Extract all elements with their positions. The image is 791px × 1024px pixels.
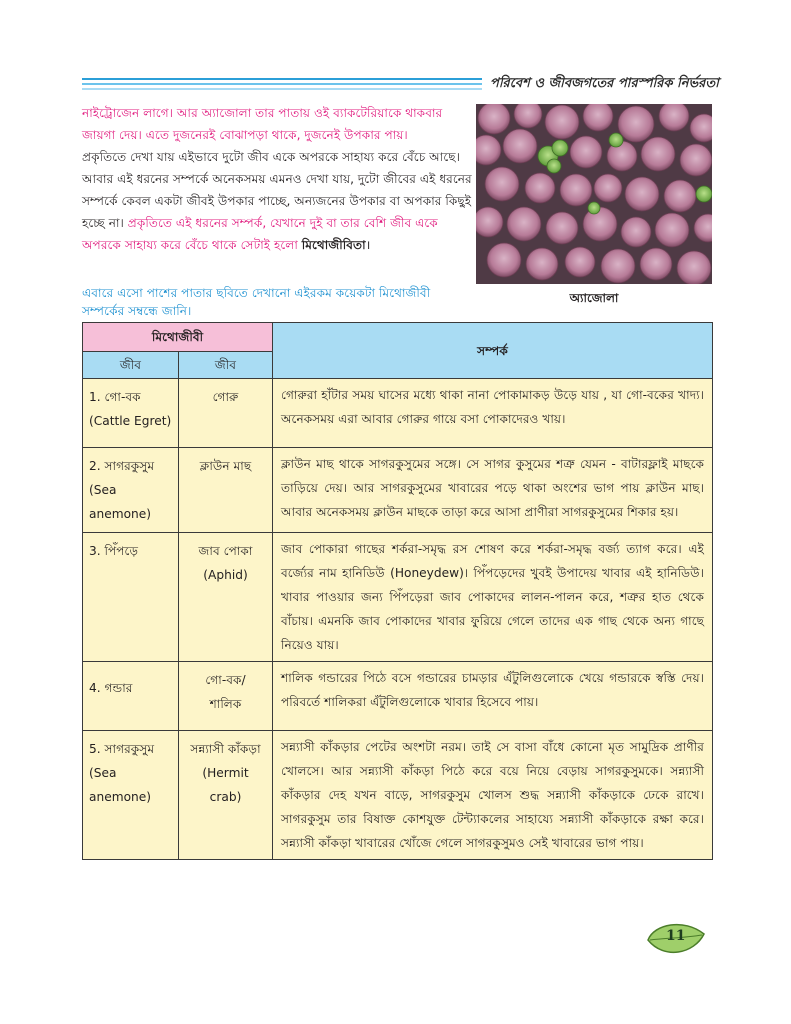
table-row [83,662,713,731]
organism-b: গোরু [212,390,239,404]
organism-b-en: (Aphid) [203,568,248,582]
photo-caption: অ্যাজোলা [569,291,619,305]
organism-a: 2. সাগরকুসুম [89,459,155,473]
table-row [83,448,713,533]
organism-b-en: (Hermit crab) [202,766,249,804]
relation-text: ক্লাউন মাছ থাকে সাগরকুসুমের সঙ্গে। সে সাগর কুসুমের শত্রু যেমন - বাটারফ্লাই মাছকে তাড়িয়ে দেয়। আর সাগরকুসুমের খাবারের পড়ে থাকা অংশের ভাগ পায় ক্লাউন মাছ। আবার অনেকসময় ক্লাউন মাছকে তাড়া করে আসা প্রাণীরা সাগরকুসুমের শিকার হয়। [273,448,713,533]
relation-text: গোরুরা হাঁটার সময় ঘাসের মধ্যে থাকা নানা পোকামাকড় উড়ে যায় , যা গো-বকের খাদ্য। অনেকসময় এরা আবার গোরুর গায়ে বসা পোকাদেরও খায়। [273,379,713,448]
organism-a: 4. গন্ডার [89,681,133,695]
relation-text: শালিক গন্ডারের পিঠে বসে গন্ডারের চামড়ার এঁটুলিগুলোকে খেয়ে গন্ডারকে স্বস্তি দেয়। পরিবর্তে শালিকরা এঁটুলিগুলোকে খাবার হিসেবে পায়। [273,662,713,731]
group-header: মিথোজীবী [83,323,273,352]
organism-a-en: (Cattle Egret) [89,414,172,428]
col-header-organism-2: জীব [179,352,273,379]
organism-a: 5. সাগরকুসুম [89,742,155,756]
organism-a-en: (Sea anemone) [89,483,151,521]
intro-p1: নাইট্রোজেন লাগে। আর অ্যাজোলা তার পাতায় ওই ব্যাকটেরিয়াকে থাকবার জায়গা দেয়। এতে দুজনেরই বোঝাপড়া থাকে, দুজনেই উপকার পায়। [82,106,443,142]
table-row [83,731,713,860]
table-intro: এবারে এসো পাশের পাতার ছবিতে দেখানো এইরকম কয়েকটা মিথোজীবী সম্পর্কের সম্বন্ধে জানি। [82,286,431,318]
col-header-relation: সম্পর্ক [273,323,713,379]
symbiosis-table [82,322,713,860]
page-number: 11 [666,928,686,944]
organism-a: 3. পিঁপড়ে [89,544,139,558]
col-header-organism-1: জীব [83,352,179,379]
relation-text: জাব পোকারা গাছের শর্করা-সমৃদ্ধ রস শোষণ করে শর্করা-সমৃদ্ধ বর্জ্য ত্যাগ করে। এই বর্জ্যের নাম হানিডিউ (Honeydew)। পিঁপড়েদের খুবই উপাদেয় খাবার এই হানিডিউ। খাবার পাওয়ার জন্য পিঁপড়েরা জাব পোকাদের লালন-পালন করে, শত্রুর হাত থেকে বাঁচায়। এমনকি জাব পোকাদের খাবার ফুরিয়ে গেলে তাদের এক গাছ থেকে অন্য গাছে নিয়েও যায়। [273,533,713,662]
table-row [83,379,713,448]
table-row [83,533,713,662]
intro-text [82,102,474,256]
organism-b: গো-বক/ [205,673,246,687]
azolla-photo [476,104,712,284]
intro-p2: প্রকৃতিতে দেখা যায় এইভাবে দুটো জীব একে অপরকে সাহায্য করে বেঁচে আছে। আবার এই ধরনের সম্পর্কে অনেকসময় এমনও দেখা যায়, দুটো জীবের এই ধরনের সম্পর্কে কেবল একটা জীবই উপকার পাচ্ছে, অন্যজনের উপকার বা অপকার কিছুই হচ্ছে না। [82,150,472,230]
intro-p2-highlight: প্রকৃতিতে এই ধরনের সম্পর্ক, যেখানে দুই বা তার বেশি জীব একে অপরকে সাহায্য করে বেঁচে থাকে সেটাই হলো [82,216,438,252]
organism-b-2: শালিক [209,697,242,711]
running-header: পরিবেশ ও জীবজগতের পারস্পরিক নির্ভরতা [490,76,719,91]
mutualism-term: মিথোজীবিতা [301,238,366,252]
organism-b: ক্লাউন মাছ [199,459,252,473]
organism-b: সন্ন্যাসী কাঁকড়া [190,742,261,756]
organism-b: জাব পোকা [198,544,253,558]
organism-a: 1. গো-বক [89,390,141,404]
relation-text: সন্ন্যাসী কাঁকড়ার পেটের অংশটা নরম। তাই সে বাসা বাঁধে কোনো মৃত সামুদ্রিক প্রাণীর খোলসে। আর সন্ন্যাসী কাঁকড়া পিঠে করে বয়ে নিয়ে বেড়ায় সাগরকুসুমকে। সন্ন্যাসী কাঁকড়ার দেহ যখন বাড়ে, সাগরকুসুম খোলস শুদ্ধ সন্ন্যাসী কাঁকড়াকে ঢেকে রাখে। সাগরকুসুম তার বিষাক্ত কোশযুক্ত টেন্ট্যাকলের সাহায্যে সন্ন্যাসী কাঁকড়াকে রক্ষা করে। সন্ন্যাসী কাঁকড়া খাবারের খোঁজে গেলে সাগরকুসুমও সেই খাবারের ভাগ পায়। [273,731,713,860]
header-rule [82,78,482,92]
intro-p2-end: । [365,238,371,252]
organism-a-en: (Sea anemone) [89,766,151,804]
